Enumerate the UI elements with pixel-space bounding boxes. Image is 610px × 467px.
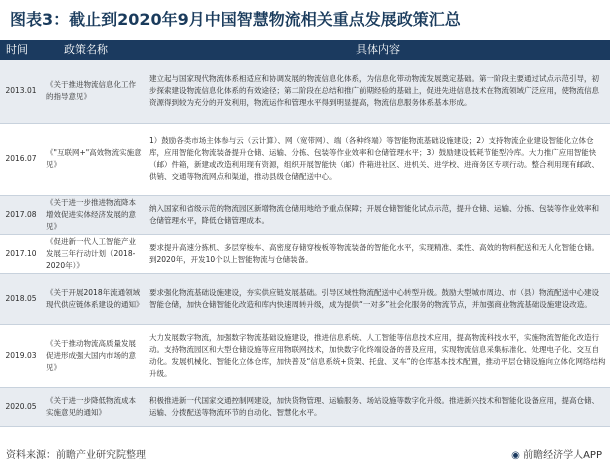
brand-credit [511,446,602,461]
row-policy-name: 《关于推进物流信息化工作的指导意见》 [42,60,146,123]
header-policy-name: 政策名称 [42,40,146,60]
table-row [0,195,610,234]
row-policy-name: 《关于推动物流高质量发展促进形成强大国内市场的意见》 [42,324,146,387]
row-policy-name: 《关于进一步推进物流降本增效促进实体经济发展的意见》 [42,195,146,234]
table-header-row [0,40,610,60]
row-time: 2017.08 [0,195,42,234]
row-policy-name: 《促进新一代人工智能产业发展三年行动计划（2018-2020年）》 [42,234,146,273]
header-content: 具体内容 [146,40,610,60]
table-row [0,234,610,273]
source-note: 资料来源：前瞻产业研究院整理 [6,450,146,461]
row-time: 2019.03 [0,324,42,387]
row-content: 纳入国家和省级示范的物流园区新增物流仓储用地给予重点保障；开展仓储智能化试点示范，提升仓储、运输、分拣、包装等作业效率和仓储管理水平，降低仓储管理成本。 [146,195,610,234]
footer [0,440,610,467]
row-policy-name: 《"互联网+"高效物流实施意见》 [42,123,146,195]
weibo-icon: ◉ [511,450,520,461]
row-time: 2013.01 [0,60,42,123]
table-row [0,273,610,324]
row-time: 2016.07 [0,123,42,195]
header-time: 时间 [0,40,42,60]
row-content: 大力发展数字物流，加强数字物流基础设施建设，推进信息系统、人工智能等信息技术应用，提高物流科技水平，实施物流智能化改造行动。支持物流园区和大型仓储设施等应用物联网技术，加快数字化终端设备的普及应用，实现物流信息采集标准化、处理电子化、交互自动化。发展机械化、智能化立体仓库，加快普及“信息系统+货架、托盘、叉车”的仓库基本技术配置，推动平层仓储设施向立体化网络结构升级。 [146,324,610,387]
row-time: 2017.10 [0,234,42,273]
table-row [0,387,610,426]
row-content: 建立起与国家现代物流体系相适应和协调发展的物流信息化体系，为信息化带动物流发展奠定基础。第一阶段主要通过试点示范引导，初步探索建设物流信息化体系的有效途径；第二阶段在总结和推广前期经验的基础上，促进先进信息技术在物流领域广泛应用，使物流信息资源得到较为充分的开发利用，物流运作和管理水平得到明显提高，物流信息服务体系基本形成。 [146,60,610,123]
row-content: 要求强化物流基础设施建设，夯实供应链发展基础。引导区域性物流配送中心转型升级。鼓励大型城市周边、市（县）物流配送中心建设智能仓储，加快仓储智能化改造和库内快速周转升级，成为提供“一对多”社会化服务的物流节点，并加强商业物流基础设施建设改造。 [146,273,610,324]
row-policy-name: 《关于进一步降低物流成本实施意见的通知》 [42,387,146,426]
row-content: 1）鼓励各类市场主体参与云（云计算）、网（宽带网）、端（各种终端）等智能物流基础设施建设；2）支持物流企业建设智能化立体仓库，应用智能化物流装备提升仓储、运输、分拣、包装等作业效率和仓储管理水平；3）鼓励建设低耗节能型冷库。大力推广应用智能快（邮）件箱，新建或改造利用现有资源，组织开展智能快（邮）件箱进社区、进机关、进学校、进商务区专项行动。整合利用现有邮政、供销、交通等物流网点和渠道，推动县级仓储配送中心。 [146,123,610,195]
table-row [0,123,610,195]
table-row [0,324,610,387]
policy-table [0,40,610,427]
brand-label: 前瞻经济学人APP [523,450,602,461]
row-content: 要求提升高速分拣机、多层穿梭车、高密度存储穿梭板等物流装备的智能化水平，实现精准、柔性、高效的物料配送和无人化智能仓储。到2020年，开发10个以上智能物流与仓储装备。 [146,234,610,273]
row-content: 积极推进新一代国家交通控制网建设，加快货物管理、运输服务、场站设施等数字化升级。推进新兴技术和智能化设备应用，提高仓储、运输、分拨配送等物流环节的自动化、智慧化水平。 [146,387,610,426]
page-title: 图表3：截止到2020年9月中国智慧物流相关重点发展政策汇总 [10,10,461,29]
row-time: 2018.05 [0,273,42,324]
row-time: 2020.05 [0,387,42,426]
table-row [0,60,610,123]
row-policy-name: 《关于开展2018年流通领域现代供应链体系建设的通知》 [42,273,146,324]
